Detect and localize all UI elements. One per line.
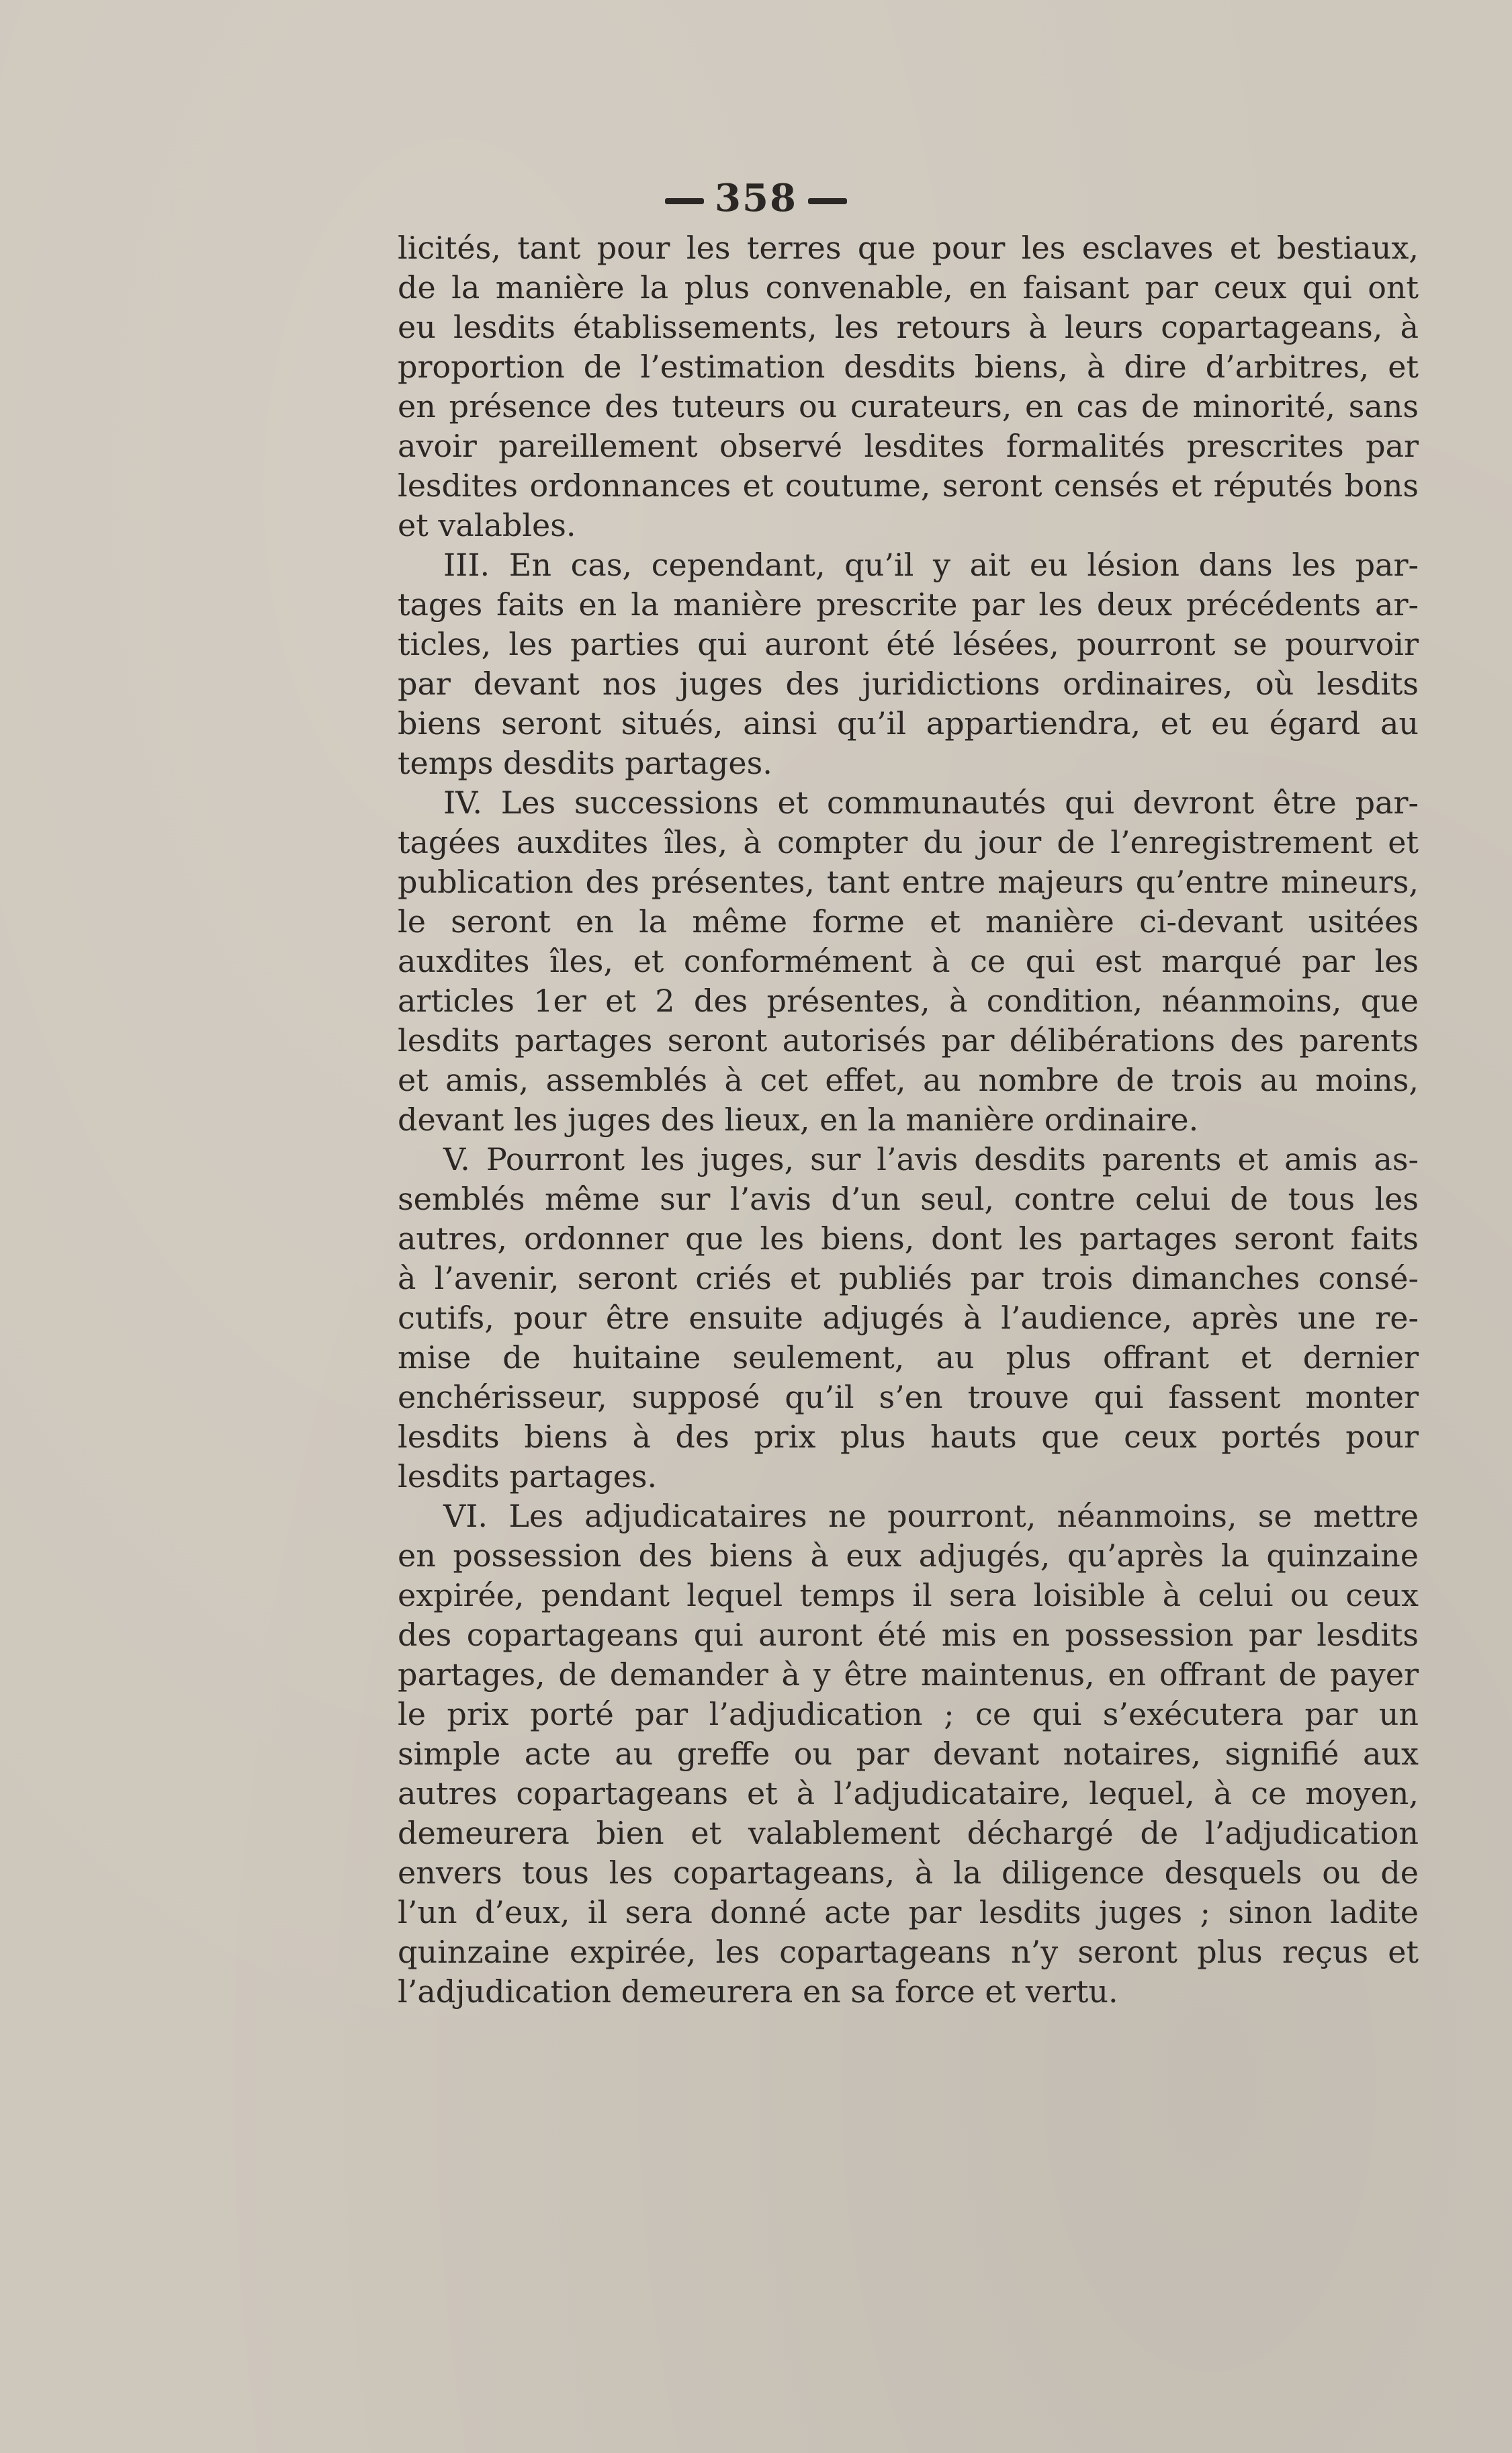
text-line: publication des présentes, tant entre majeurs qu’entre mineurs,	[398, 864, 1419, 900]
text-line: de la manière la plus convenable, en faisant par ceux qui ont	[398, 269, 1419, 306]
text-line: partages, de demander à y être maintenus, en offrant de payer	[398, 1656, 1419, 1693]
text-line: devant les juges des lieux, en la manière ordinaire.	[398, 1102, 1199, 1138]
text-line: simple acte au greffe ou par devant notaires, signifié aux	[398, 1736, 1419, 1772]
text-line: à l’avenir, seront criés et publiés par trois dimanches consé-	[398, 1260, 1419, 1296]
text-line: l’un d’eux, il sera donné acte par lesdits juges ; sinon ladite	[398, 1894, 1419, 1930]
text-line: VI. Les adjudicataires ne pourront, néanmoins, se mettre	[443, 1498, 1419, 1534]
text-line: des copartageans qui auront été mis en possession par lesdits	[398, 1617, 1419, 1653]
text-line: biens seront situés, ainsi qu’il appartiendra, et eu égard au	[398, 705, 1419, 742]
text-line: envers tous les copartageans, à la diligence desquels ou de	[398, 1855, 1419, 1891]
text-line: en présence des tuteurs ou curateurs, en cas de minorité, sans	[398, 388, 1419, 425]
text-line: avoir pareillement observé lesdites formalités prescrites par	[398, 428, 1419, 464]
text-line: lesdites ordonnances et coutume, seront censés et réputés bons	[398, 467, 1419, 504]
text-line: par devant nos juges des juridictions ordinaires, où lesdits	[398, 666, 1419, 702]
text-line: temps desdits partages.	[398, 745, 772, 781]
text-line: l’adjudication demeurera en sa force et vertu.	[398, 1973, 1118, 2010]
text-line: tages faits en la manière prescrite par les deux précédents ar-	[398, 586, 1419, 623]
text-line: enchérisseur, supposé qu’il s’en trouve qui fassent monter	[398, 1379, 1419, 1415]
text-line: et valables.	[398, 507, 576, 543]
header-dash-right	[808, 198, 847, 204]
text-line: lesdits partages.	[398, 1458, 658, 1495]
text-line: licités, tant pour les terres que pour les esclaves et bestiaux,	[398, 230, 1419, 266]
text-line: lesdits partages seront autorisés par délibérations des parents	[398, 1022, 1419, 1059]
header-dash-left	[665, 198, 704, 204]
text-line: cutifs, pour être ensuite adjugés à l’audience, après une re-	[398, 1300, 1419, 1336]
text-line: et amis, assemblés à cet effet, au nombre de trois au moins,	[398, 1062, 1419, 1098]
text-line: expirée, pendant lequel temps il sera loisible à celui ou ceux	[398, 1577, 1419, 1613]
text-line: quinzaine expirée, les copartageans n’y seront plus reçus et	[398, 1934, 1419, 1970]
body-text	[398, 228, 1419, 2012]
text-line: proportion de l’estimation desdits biens, à dire d’arbitres, et	[398, 349, 1419, 385]
text-line: lesdits biens à des prix plus hauts que ceux portés pour	[398, 1419, 1419, 1455]
text-line: mise de huitaine seulement, au plus offrant et dernier	[398, 1339, 1419, 1376]
text-line: le seront en la même forme et manière ci-devant usitées	[398, 903, 1419, 940]
text-line: articles 1er et 2 des présentes, à condition, néanmoins, que	[398, 983, 1419, 1019]
text-line: demeurera bien et valablement déchargé de l’adjudication	[398, 1815, 1419, 1851]
text-line: auxdites îles, et conformément à ce qui est marqué par les	[398, 943, 1419, 979]
text-line: V. Pourront les juges, sur l’avis desdits parents et amis as-	[443, 1141, 1419, 1177]
page-number: 358	[715, 176, 797, 220]
text-line: tagées auxdites îles, à compter du jour de l’enregistrement et	[398, 824, 1419, 860]
text-line: le prix porté par l’adjudication ; ce qui s’exécutera par un	[398, 1696, 1419, 1732]
text-line: autres, ordonner que les biens, dont les partages seront faits	[398, 1220, 1419, 1257]
page-header	[0, 176, 1512, 220]
text-line: ticles, les parties qui auront été lésées, pourront se pourvoir	[398, 626, 1419, 662]
text-line: IV. Les successions et communautés qui devront être par-	[443, 785, 1419, 821]
text-line: eu lesdits établissements, les retours à leurs copartageans, à	[398, 309, 1419, 345]
text-line: en possession des biens à eux adjugés, qu’après la quinzaine	[398, 1537, 1419, 1574]
text-line: semblés même sur l’avis d’un seul, contre celui de tous les	[398, 1181, 1419, 1217]
text-line: III. En cas, cependant, qu’il y ait eu lésion dans les par-	[443, 547, 1419, 583]
text-line: autres copartageans et à l’adjudicataire, lequel, à ce moyen,	[398, 1775, 1419, 1812]
